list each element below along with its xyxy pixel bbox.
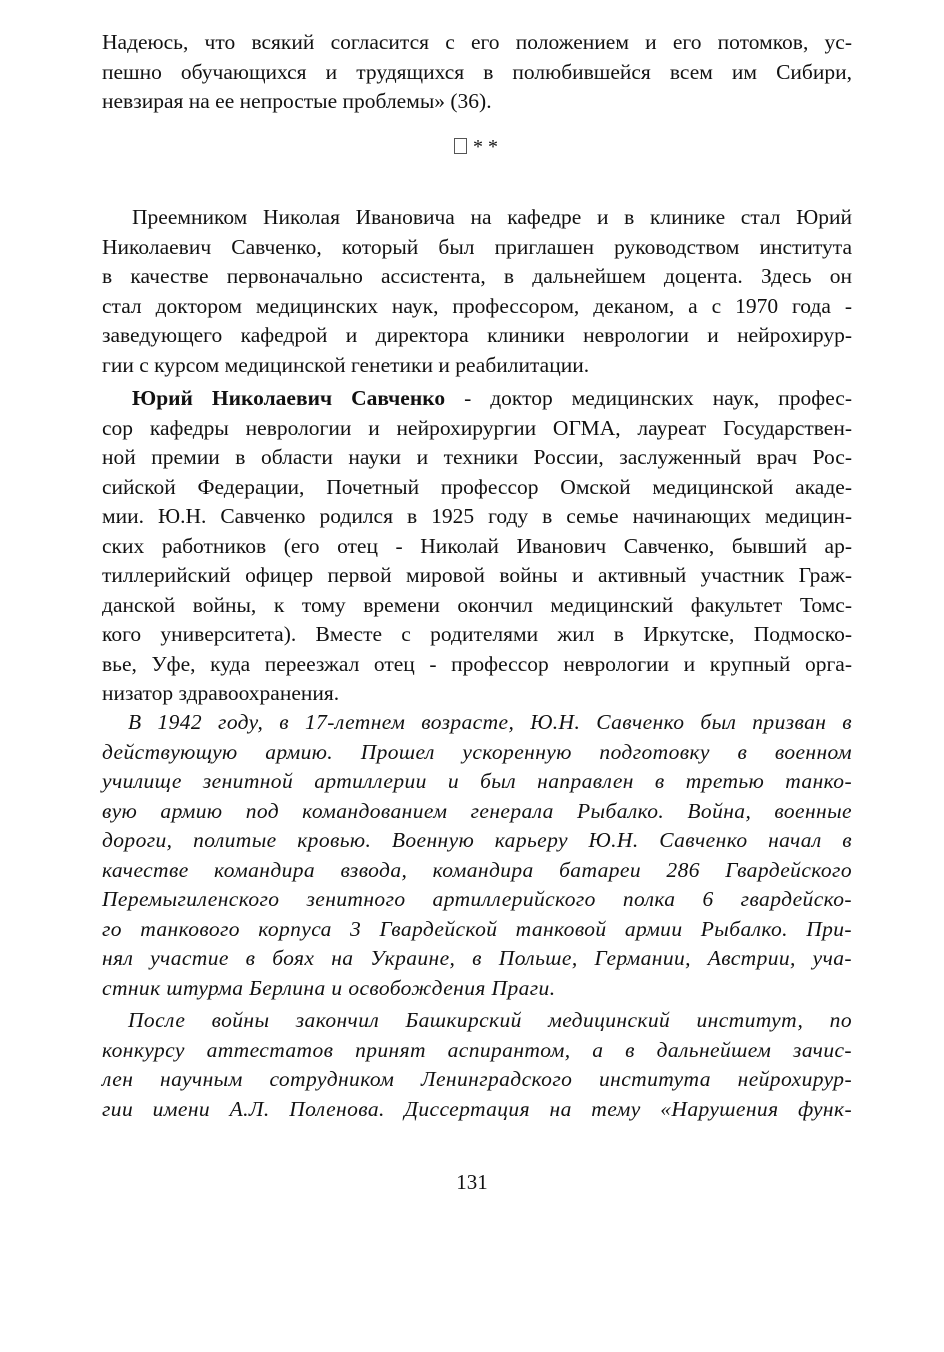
text-line: Николаевич Савченко, который был приглашен руководством института (102, 234, 852, 259)
text-line: нял участие в боях на Украине, в Польше, Германии, Австрии, уча- (102, 946, 852, 970)
text-line: сор кафедры неврологии и нейрохирургии ОГМА, лауреат Государствен- (102, 415, 852, 440)
text-line: действующую армию. Прошел ускоренную подготовку в военном (102, 739, 852, 764)
text-line: В 1942 году, в 17-летнем возрасте, Ю.Н. Савченко был призван в (128, 710, 852, 734)
text-line: кого университета). Вместе с родителями жил в Иркутске, Подмоско- (102, 622, 852, 646)
text-line: пешно обучающихся и трудящихся в полюбившейся всем им Сибири, (102, 59, 852, 84)
page-number: 131 (456, 1170, 488, 1194)
text-line: низатор здравоохранения. (102, 681, 340, 705)
text-fragment: - доктор медицинских наук, профес- (445, 386, 852, 410)
text-line: вье, Уфе, куда переезжал отец - профессор неврологии и крупный орга- (102, 651, 852, 676)
paragraph-quote-ending (102, 28, 852, 117)
text-line: конкурсу аттестатов принят аспирантом, а в дальнейшем зачис- (102, 1037, 852, 1062)
text-line: качестве командира взвода, командира батареи 286 Гвардейского (102, 857, 852, 882)
text-line: данской войны, к тому времени окончил медицинский факультет Томс- (102, 592, 852, 617)
text-line: гии имени А.Л. Поленова. Диссертация на тему «Нарушения функ- (102, 1096, 852, 1121)
text-line: лен научным сотрудником Ленинградского института нейрохирур- (102, 1067, 852, 1091)
section-separator (454, 135, 498, 159)
text-line: Преемником Николая Ивановича на кафедре и в клинике стал Юрий (132, 205, 852, 229)
person-name-bold: Юрий Николаевич Савченко (132, 386, 446, 410)
text-line: вую армию под командованием генерала Рыбалко. Война, военные (102, 798, 852, 823)
text-line: училище зенитной артиллерии и был направлен в третью танко- (102, 769, 852, 793)
paragraph-biography (102, 384, 852, 709)
asterisks: * * (473, 136, 498, 158)
text-line: стал доктором медицинских наук, профессором, деканом, а с 1970 года - (102, 293, 852, 318)
text-line: мии. Ю.Н. Савченко родился в 1925 году в семье начинающих медицин- (102, 504, 852, 528)
text-line (102, 384, 852, 414)
text-line: Перемыгиленского зенитного артиллерийского полка 6 гвардейско- (102, 887, 852, 911)
text-line: гии с курсом медицинской генетики и реабилитации. (102, 352, 590, 377)
text-line: сийской Федерации, Почетный профессор Омской медицинской акаде- (102, 474, 852, 499)
text-line: ной премии в области науки и техники России, заслуженный врач Рос- (102, 445, 852, 469)
text-line: в качестве первоначально ассистента, в дальнейшем доцента. Здесь он (102, 264, 852, 288)
paragraph-successor (102, 203, 852, 380)
paragraph-war-service (102, 708, 852, 1003)
text-line: невзирая на ее непростые проблемы» (36). (102, 89, 492, 113)
text-line: Надеюсь, что всякий согласится с его положением и его потомков, ус- (102, 30, 852, 54)
paragraph-postwar (102, 1006, 852, 1124)
text-line: ских работников (его отец - Николай Иванович Савченко, бывший ар- (102, 533, 852, 558)
text-line: стник штурма Берлина и освобождения Праги. (102, 975, 556, 1000)
text-line: тиллерийский офицер первой мировой войны и активный участник Граж- (102, 563, 852, 587)
text-line: После войны закончил Башкирский медицинский институт, по (128, 1008, 852, 1032)
text-line: го танкового корпуса 3 Гвардейской танковой армии Рыбалко. При- (102, 916, 852, 941)
text-line: заведующего кафедрой и директора клиники неврологии и нейрохирур- (102, 323, 852, 347)
text-line: дороги, политые кровью. Военную карьеру Ю.Н. Савченко начал в (102, 828, 852, 852)
missing-glyph-box-icon (454, 138, 467, 154)
